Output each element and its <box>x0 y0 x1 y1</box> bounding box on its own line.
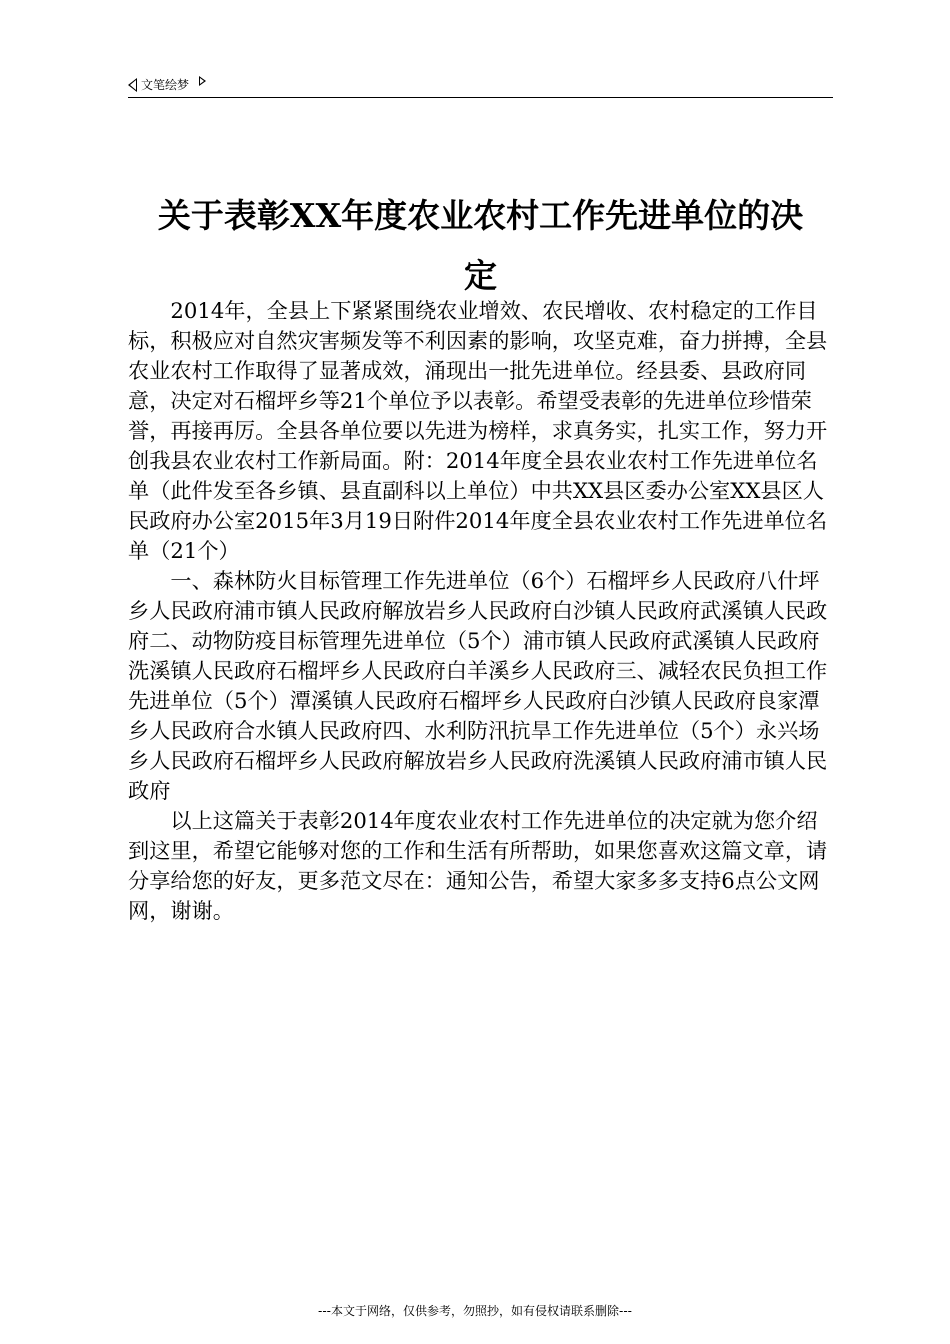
paragraph-intro: 2014年，全县上下紧紧围绕农业增效、农民增收、农村稳定的工作目标，积极应对自然灾害频发等不利因素的影响，攻坚克难，奋力拼搏，全县农业农村工作取得了显著成效，涌现出一批先进单位。经县委、县政府同意，决定对石榴坪乡等21个单位予以表彰。希望受表彰的先进单位珍惜荣誉，再接再厉。全县各单位要以先进为榜样，求真务实，扎实工作，努力开创我县农业农村工作新局面。附：2014年度全县农业农村工作先进单位名单（此件发至各乡镇、县直副科以上单位）中共XX县区委办公室XX县区人民政府办公室2015年3月19日附件2014年度全县农业农村工作先进单位名单（21个） <box>128 298 828 563</box>
document-title <box>128 186 833 306</box>
header-brand <box>128 76 206 93</box>
document-body <box>128 296 833 926</box>
title-line-2: 定 <box>464 256 497 295</box>
triangle-right-icon <box>199 76 206 86</box>
paragraph-closing: 以上这篇关于表彰2014年度农业农村工作先进单位的决定就为您介绍到这里，希望它能够对您的工作和生活有所帮助，如果您喜欢这篇文章，请分享给您的好友，更多范文尽在：通知公告，希望大家多多支持6点公文网网，谢谢。 <box>128 808 828 923</box>
header-divider <box>128 97 833 98</box>
page-footer-note: ---本文于网络，仅供参考，勿照抄，如有侵权请联系删除--- <box>318 1304 632 1318</box>
page-header <box>128 74 833 98</box>
triangle-left-icon <box>128 78 137 92</box>
title-line-1: 关于表彰XX年度农业农村工作先进单位的决 <box>157 196 804 235</box>
brand-text: 文笔绘梦 <box>141 78 190 92</box>
paragraph-unit-list: 一、森林防火目标管理工作先进单位（6个）石榴坪乡人民政府八什坪乡人民政府浦市镇人民政府解放岩乡人民政府白沙镇人民政府武溪镇人民政府二、动物防疫目标管理先进单位（5个）浦市镇人民政府武溪镇人民政府洗溪镇人民政府石榴坪乡人民政府白羊溪乡人民政府三、减轻农民负担工作先进单位（5个）潭溪镇人民政府石榴坪乡人民政府白沙镇人民政府良家潭乡人民政府合水镇人民政府四、水利防汛抗旱工作先进单位（5个）永兴场乡人民政府石榴坪乡人民政府解放岩乡人民政府洗溪镇人民政府浦市镇人民政府 <box>128 568 828 803</box>
